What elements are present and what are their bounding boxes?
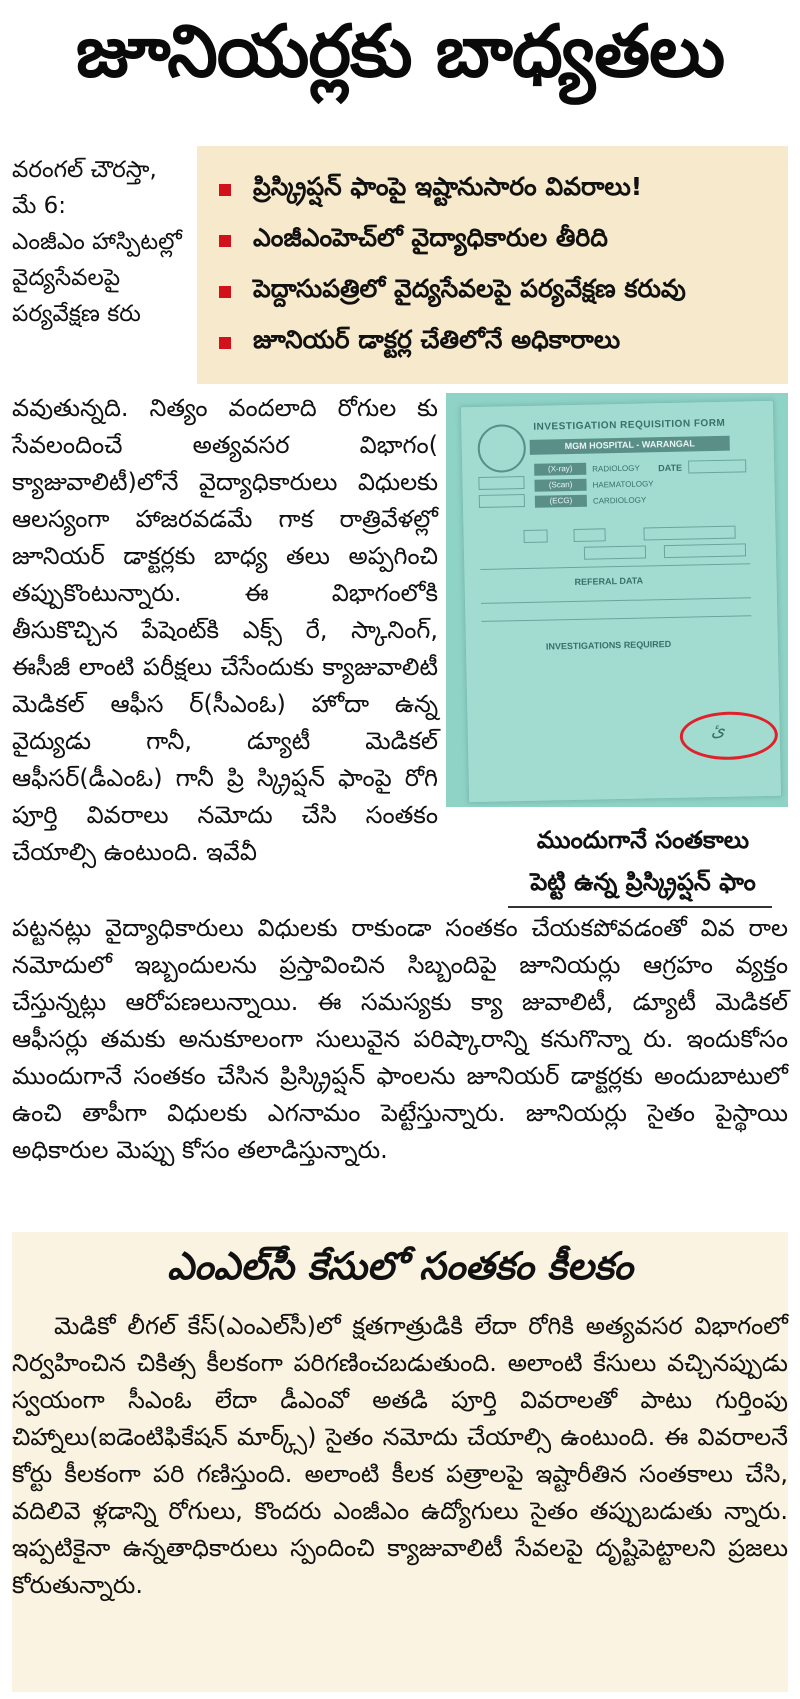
body-left-column bbox=[12, 390, 438, 871]
form-investigations: INVESTIGATIONS REQUIRED bbox=[545, 638, 672, 652]
highlight-text: ఎంజీఎంహెచ్‌లో వైద్యాధికారుల తీరిది bbox=[253, 222, 608, 252]
form-tag-label: RADIOLOGY bbox=[592, 463, 640, 474]
form-tag: (ECG) bbox=[535, 495, 587, 508]
caption-line-2: పెట్టి ఉన్న ప్రిస్క్రిప్షన్ ఫాం bbox=[530, 868, 756, 896]
form-tag: (X-ray) bbox=[534, 463, 586, 476]
photo-caption bbox=[498, 819, 788, 903]
bullet-square-icon bbox=[219, 184, 231, 196]
highlight-text: ప్రిస్క్రిప్షన్ ఫాంపై ఇష్టానుసారం వివరాలు! bbox=[253, 171, 643, 201]
hospital-seal-icon bbox=[477, 424, 526, 473]
body-full-width bbox=[12, 910, 788, 1169]
highlight-item bbox=[219, 215, 778, 266]
sub-headline: ఎంఎల్‌సీ కేసులో సంతకం కీలకం bbox=[167, 1244, 633, 1288]
prescription-form-photo bbox=[446, 393, 788, 807]
form-tag: (Scan) bbox=[534, 479, 586, 492]
highlight-text: జూనియర్ డాక్టర్ల చేతిలోనే అధికారాలు bbox=[253, 324, 621, 354]
form-tag-label: HAEMATOLOGY bbox=[592, 479, 654, 490]
caption-line-1: ముందుగానే సంతకాలు bbox=[536, 826, 750, 854]
bullet-square-icon bbox=[219, 286, 231, 298]
form-box bbox=[584, 545, 646, 559]
form-box bbox=[479, 494, 525, 508]
form-sheet bbox=[460, 400, 782, 803]
sidebar-text: మెడికో లీగల్ కేస్(ఎంఎల్‌సీ)లో క్షతగాత్రుడికి లేదా రోగికి అత్యవసర విభాగంలో నిర్వహించిన చికిత్స కీలకంగా పరిగణించబడుతుంది. అలాంటి కేసులు వచ్చినప్పుడు స్వయంగా సీఎంఓ లేదా డీఎంవో అతడి పూర్తి వివరాలతో పాటు గుర్తింపు చిహ్నాలు(ఐడెంటిఫికేషన్ మార్క్స్) సైతం నమోదు చేయాల్సి ఉంటుంది. ఈ వివరాలనే కోర్టు కీలకంగా పరి గణిస్తుంది. అలాంటి కీలక పత్రాలపై ఇష్టారీతిన సంతకాలు చేసి, వదిలివె ళ్లడాన్ని రోగులు, కొందరు ఎంజీఎం ఉద్యోగులు సైతం తప్పుబడుతు న్నారు. ఇప్పటికైనా ఉన్నతాధికారులు స్పందించి క్యాజువాలిటీ సేవలపై దృష్టిపెట్టాలని ప్రజలు కోరుతున్నారు. bbox=[12, 1312, 788, 1599]
highlight-text: పెద్దాసుపత్రిలో వైద్యసేవలపై పర్యవేక్షణ కరువు bbox=[253, 273, 686, 303]
form-box bbox=[664, 543, 746, 558]
highlight-item bbox=[219, 164, 778, 215]
form-date-label: DATE bbox=[658, 462, 683, 474]
form-box bbox=[643, 526, 735, 541]
caption-divider bbox=[508, 906, 772, 908]
body-left-text: వవుతున్నది. నిత్యం వందలాది రోగుల కు సేవలందించే అత్యవసర విభాగం( క్యాజువాలిటీ)లోనే వైద్యాధికారులు విధులకు ఆలస్యంగా హాజరవడమే గాక రాత్రివేళల్లో జూనియర్ డాక్టర్లకు బాధ్య తలు అప్పగించి తప్పుకొంటున్నారు. ఈ విభాగంలోకి తీసుకొచ్చిన పేషెంట్‌కి ఎక్స్ రే, స్కానింగ్, ఈసీజీ లాంటి పరీక్షలు చేసేందుకు క్యాజువాలిటీ మెడికల్ ఆఫీస ర్(సీఎంఓ) హోదా ఉన్న వైద్యుడు గానీ, డ్యూటీ మెడికల్ ఆఫీసర్(డీఎంఓ) గానీ ప్రి స్క్రిప్షన్ ఫాంపై రోగి పూర్తి వివరాలు నమోదు చేసి సంతకం చేయాల్సి ఉంటుంది. ఇవేవీ bbox=[12, 394, 438, 866]
form-tag-label: CARDIOLOGY bbox=[592, 495, 647, 506]
form-box bbox=[523, 530, 547, 543]
intro-text: ఎంజీఎం హాస్పిటల్లో వైద్యసేవలపై పర్యవేక్షణ కరు bbox=[12, 229, 182, 327]
bullet-square-icon bbox=[219, 235, 231, 247]
highlight-item bbox=[219, 317, 778, 368]
form-date-box bbox=[688, 459, 746, 473]
highlight-circle bbox=[679, 711, 778, 761]
highlight-item bbox=[219, 266, 778, 317]
form-line bbox=[481, 597, 751, 604]
bullet-square-icon bbox=[219, 337, 231, 349]
form-referral: REFERAL DATA bbox=[574, 575, 644, 587]
highlights-box bbox=[197, 146, 788, 384]
form-line bbox=[481, 615, 751, 622]
signature-mark: ئ bbox=[710, 719, 726, 741]
form-line bbox=[480, 563, 750, 570]
form-box bbox=[478, 476, 524, 490]
sidebar-body bbox=[12, 1308, 788, 1604]
form-title: INVESTIGATION REQUISITION FORM bbox=[533, 417, 726, 433]
intro-column bbox=[12, 152, 187, 332]
body-full-text: పట్టనట్లు వైద్యాధికారులు విధులకు రాకుండా సంతకం చేయకపోవడంతో వివ రాల నమోదులో ఇబ్బందులను ప్రస్తావించిన సిబ్బందిపై జూనియర్లు ఆగ్రహం వ్యక్తం చేస్తున్నట్లు ఆరోపణలున్నాయి. ఈ సమస్యకు క్యా జువాలిటీ, డ్యూటీ మెడికల్ ఆఫీసర్లు తమకు అనుకూలంగా సులువైన పరిష్కారాన్ని కనుగొన్నా రు. ఇందుకోసం ముందుగానే సంతకం చేసిన ప్రిస్క్రిప్షన్ ఫాంలను జూనియర్ డాక్టర్లకు అందుబాటులో ఉంచి తాపీగా విధులకు ఎగనామం పెట్టేస్తున్నారు. జూనియర్లు సైతం పైస్థాయి అధికారుల మెప్పు కోసం తలాడిస్తున్నారు. bbox=[12, 914, 788, 1164]
form-hospital: MGM HOSPITAL - WARANGAL bbox=[530, 436, 730, 455]
form-box bbox=[573, 528, 605, 542]
dateline: వరంగల్ చౌరస్తా, మే 6: bbox=[12, 157, 157, 219]
headline: జూనియర్లకు బాధ్యతలు bbox=[75, 9, 725, 93]
